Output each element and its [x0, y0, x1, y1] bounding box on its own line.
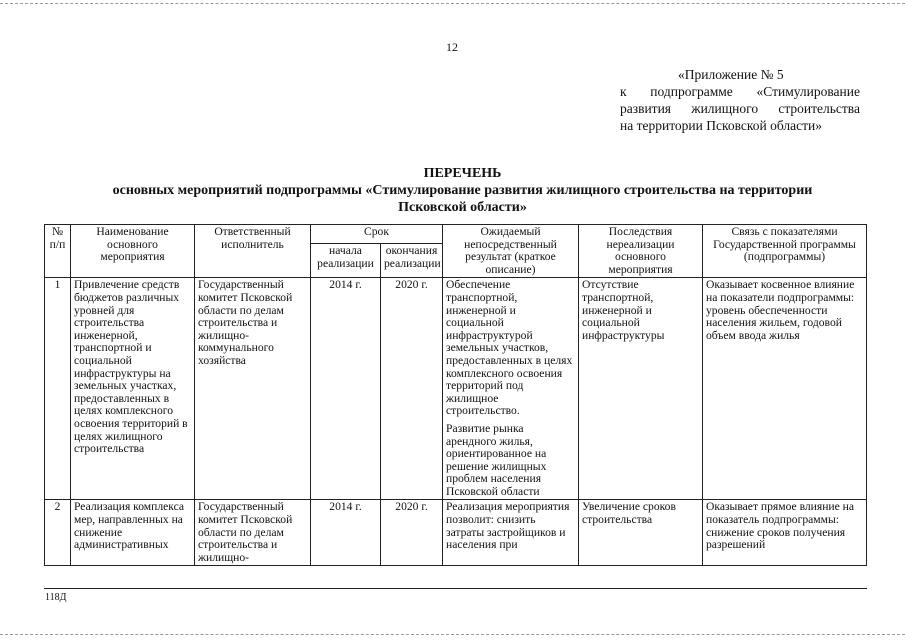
row-end: 2020 г. — [381, 278, 443, 500]
row-num: 2 — [45, 500, 71, 566]
row-start: 2014 г. — [311, 500, 381, 566]
footer-code: 118Д — [45, 592, 67, 603]
row-result-paragraph: Обеспечение транспортной, инженерной и социальной инфраструктурой земельных участков, предоставленных в целях комплексного освоения территорий под жилищное строительство. — [446, 278, 573, 418]
scan-edge-top — [0, 3, 905, 4]
page-number: 12 — [446, 40, 458, 54]
title-line-2: Псковской области» — [398, 200, 527, 215]
document-title — [60, 165, 865, 216]
header-term: Срок — [311, 225, 443, 244]
header-end: окончания реализации — [381, 244, 443, 278]
table-row — [45, 500, 867, 566]
appendix-line-4: на территории Псковской области» — [620, 118, 823, 133]
scan-edge-bottom — [0, 634, 905, 635]
header-consequences: Последствия нереализации основного мероприятия — [579, 225, 703, 278]
row-result — [443, 278, 579, 500]
row-executor: Государственный комитет Псковской области по делам строительства и жилищно- — [195, 500, 311, 566]
table-row — [45, 278, 867, 500]
header-link: Связь с показателями Государственной программы (подпрограммы) — [703, 225, 867, 278]
header-executor: Ответственный исполнитель — [195, 225, 311, 278]
row-result: Реализация мероприятия позволит: снизить затраты застройщиков и населения при — [443, 500, 579, 566]
row-link: Оказывает прямое влияние на показатель подпрограммы: снижение сроков получения разрешений — [703, 500, 867, 566]
row-name: Реализация комплекса мер, направленных на снижение административных — [71, 500, 195, 566]
row-consequences: Увеличение сроков строительства — [579, 500, 703, 566]
row-end: 2020 г. — [381, 500, 443, 566]
title-main: ПЕРЕЧЕНЬ — [423, 166, 502, 181]
appendix-line-1: «Приложение № 5 — [678, 67, 784, 82]
appendix-note — [620, 66, 860, 134]
header-name: Наименование основного мероприятия — [71, 225, 195, 278]
header-start: начала реализации — [311, 244, 381, 278]
row-executor: Государственный комитет Псковской области по делам строительства и жилищно-коммунального хозяйства — [195, 278, 311, 500]
row-start: 2014 г. — [311, 278, 381, 500]
row-link: Оказывает косвенное влияние на показатели подпрограммы: уровень обеспеченности населения жильем, годовой объем ввода жилья — [703, 278, 867, 500]
row-num: 1 — [45, 278, 71, 500]
row-consequences: Отсутствие транспортной, инженерной и социальной инфраструктуры — [579, 278, 703, 500]
row-result-paragraph: Развитие рынка арендного жилья, ориентированное на решение жилищных проблем населения Псковской области — [446, 421, 547, 498]
header-row — [45, 225, 867, 244]
appendix-line-3: развития жилищного строительства — [620, 101, 860, 116]
header-result: Ожидаемый непосредственный результат (краткое описание) — [443, 225, 579, 278]
page-bottom-edge — [44, 588, 867, 589]
measures-table — [44, 224, 867, 566]
row-name: Привлечение средств бюджетов различных уровней для строительства инженерной, транспортной и социальной инфраструктуры на земельных участках, предоставленных в целях комплексного освоения территорий в целях жилищного строительства — [71, 278, 195, 500]
title-line-1: основных мероприятий подпрограммы «Стимулирование развития жилищного строительства на территории — [112, 183, 813, 198]
header-num: № п/п — [45, 225, 71, 278]
appendix-line-2: к подпрограмме «Стимулирование — [620, 84, 860, 99]
